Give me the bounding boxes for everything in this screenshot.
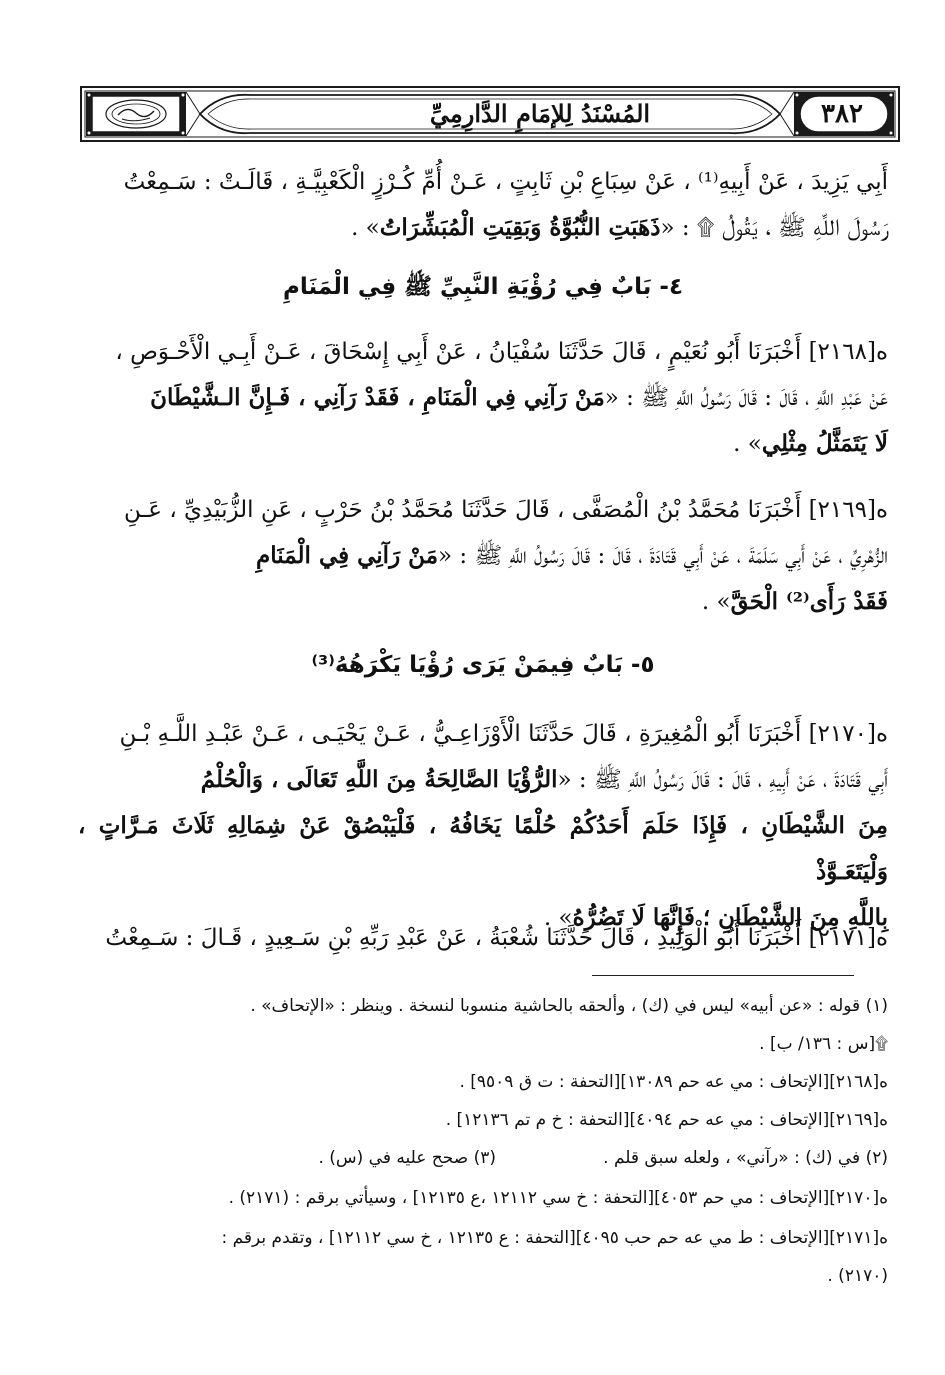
footnote-page-ref: ۩[س : ١٣٦/ ب] .	[759, 1034, 888, 1054]
footnote-2171: ه[٢١٧١][الإتحاف : ط مي عه حم حب ٤٠٩٥][التحفة : ع ١٢١٣٥ ، خ سي ١٢١١٢] ، وتقدم برقم :	[221, 1228, 888, 1248]
hadith-quote: فَقَدْ رَأَى⁽²⁾ الْحَقَّ	[730, 588, 888, 615]
text-run: عَنْ عَبْدِ اللَّهِ ، قَالَ : قَالَ رَسُولُ اللَّهِ ﷺ : «	[604, 385, 888, 411]
footnote-separator	[592, 975, 854, 976]
text-line: أَبِي يَزِيدَ ، عَنْ أَبِيهِ⁽¹⁾ ، عَنْ سِبَاعِ بْنِ ثَابِتٍ ، عَـنْ أُمِّ كُـرْزٍ الْكَعْبِيَّـةِ ، قَالَـتْ : سَـمِعْتُ	[123, 169, 888, 195]
text-line	[78, 421, 888, 467]
text-line: ه[٢١٦٩] أَخْبَرَنَا مُحَمَّدُ بْنُ الْمُصَفَّى ، قَالَ حَدَّثَنَا مُحَمَّدُ بْنُ حَرْبٍ ، عَنِ الزُّبَيْدِيِّ ، عَـنِ	[124, 497, 888, 523]
text-run: رَسُولَ اللَّهِ ﷺ ، يَقُولُ ۩ : «	[660, 215, 888, 241]
book-title: المُسْنَدُ لِلإمَامِ الدَّارِمِيِّ	[429, 99, 651, 128]
hadith-2170	[78, 712, 888, 941]
hadith-quote: لَا يَتَمَثَّلُ مِثْلِي	[761, 430, 888, 457]
hadith-2168	[78, 330, 888, 467]
text-line: ه[٢١٧٠] أَخْبَرَنَا أَبُو الْمُغِيرَةِ ، قَالَ حَدَّثَنَا الْأَوْزَاعِـيُّ ، عَـنْ يَحْيَـى ، عَـنْ عَبْـدِ اللَّـهِ بْـنِ	[119, 721, 888, 747]
hadith-2169	[78, 488, 888, 625]
book-emblem	[94, 93, 178, 135]
hadith-quote: مِنَ الشَّيْطَانِ ، فَإِذَا حَلَمَ أَحَدُكُمْ حُلْمًا يَخَافُهُ ، فَلْيَبْصُقْ عَنْ شِمَالِهِ ثَلَاثَ مَـرَّاتٍ ، وَلْيَتَعَـوَّذْ	[78, 812, 888, 885]
footnote-2171-cont: (٢١٧٠) .	[827, 1266, 888, 1286]
hadith-quote: ذَهَبَتِ النُّبُوَّةُ وَبَقِيَتِ الْمُبَشِّرَاتُ	[379, 214, 661, 241]
footnotes	[78, 996, 888, 1316]
text-run: » .	[351, 215, 380, 241]
page-header	[80, 83, 900, 145]
footnote-2169: ه[٢١٦٩][الإتحاف : مي عه حم ٤٠٩٤][التحفة : خ م تم ١٢١٣٦] .	[445, 1110, 888, 1130]
text-line	[78, 803, 888, 895]
hadith-quote: الرُّؤْيَا الصَّالِحَةُ مِنَ اللَّهِ تَعَالَى ، وَالْحُلْمُ	[200, 766, 558, 793]
text-line	[78, 533, 888, 579]
footnote-2168: ه[٢١٦٨][الإتحاف : مي عه حم ١٣٠٨٩][التحفة : ت ق ٩٥٠٩] .	[459, 1072, 888, 1092]
hadith-quote: مَنْ رَآنِي فِي الْمَنَامِ	[256, 542, 439, 569]
hadith-2171	[78, 916, 888, 961]
emblem-seal-icon	[94, 93, 178, 135]
text-run: » .	[543, 905, 573, 931]
text-line	[78, 205, 888, 251]
hadith-quote: بِاللَّهِ مِنَ الشَّيْطَانِ ؛ فَإِنَّهَا لَا تَضُرُّهُ	[572, 904, 888, 931]
text-line	[78, 375, 888, 421]
section-title-4: ٤- بَابٌ فِي رُؤْيَةِ النَّبِيِّ ﷺ فِي الْمَنَامِ	[283, 274, 683, 300]
text-run: » .	[733, 431, 762, 457]
section-title-5: ٥- بَابٌ فِيمَنْ يَرَى رُؤْيَا يَكْرَهُهُ⁽³⁾	[311, 652, 655, 678]
text-line: ه[٢١٦٨] أَخْبَرَنَا أَبُو نُعَيْمٍ ، قَالَ حَدَّثَنَا سُفْيَانُ ، عَنْ أَبِي إِسْحَاقَ ، عَـنْ أَبِـي الْأَحْـوَصِ ،	[115, 339, 888, 365]
text-run: » .	[701, 589, 731, 615]
footnote-2: (٢) في (ك) : «رآني» ، ولعله سبق قلم .	[603, 1148, 888, 1168]
text-line: ه[٢١٧١] أَخْبَرَنَا أَبُو الْوَلِيدِ ، قَالَ حَدَّثَنَا شُعْبَةُ ، عَنْ عَبْدِ رَبِّهِ بْنِ سَـعِيدٍ ، قَـالَ : سَـمِعْتُ	[105, 925, 888, 951]
footnote-1: (١) قوله : «عن أبيه» ليس في (ك) ، وألحقه بالحاشية منسوبا لنسخة . وينظر : «الإتحاف» .	[250, 996, 888, 1016]
page-number: ٣٨٢	[821, 99, 863, 129]
footnote-2170: ه[٢١٧٠][الإتحاف : مي حم ٤٠٥٣][التحفة : خ سي ١٢١١٢ ،ع ١٢١٣٥] ، وسيأتي برقم : (٢١٧١) .	[228, 1188, 888, 1208]
footnote-3: (٣) صحح عليه في (س) .	[318, 1148, 496, 1168]
hadith-quote: مَنْ رَآنِي فِي الْمَنَامِ ، فَقَدْ رَآنِي ، فَـإِنَّ الـشَّيْطَانَ	[150, 384, 605, 411]
continuation-paragraph	[78, 160, 888, 251]
text-line	[78, 579, 888, 625]
text-line	[78, 757, 888, 803]
text-run: أَبِي قَتَادَةَ ، عَنْ أَبِيهِ ، قَالَ : قَالَ رَسُولُ اللَّهِ ﷺ : «	[557, 767, 888, 793]
text-run: الزُّهْرِيِّ ، عَنْ أَبِي سَلَمَةَ ، عَنْ أَبِي قَتَادَةَ ، قَالَ : قَالَ رَسُولُ اللَّهِ ﷺ : «	[438, 543, 888, 569]
